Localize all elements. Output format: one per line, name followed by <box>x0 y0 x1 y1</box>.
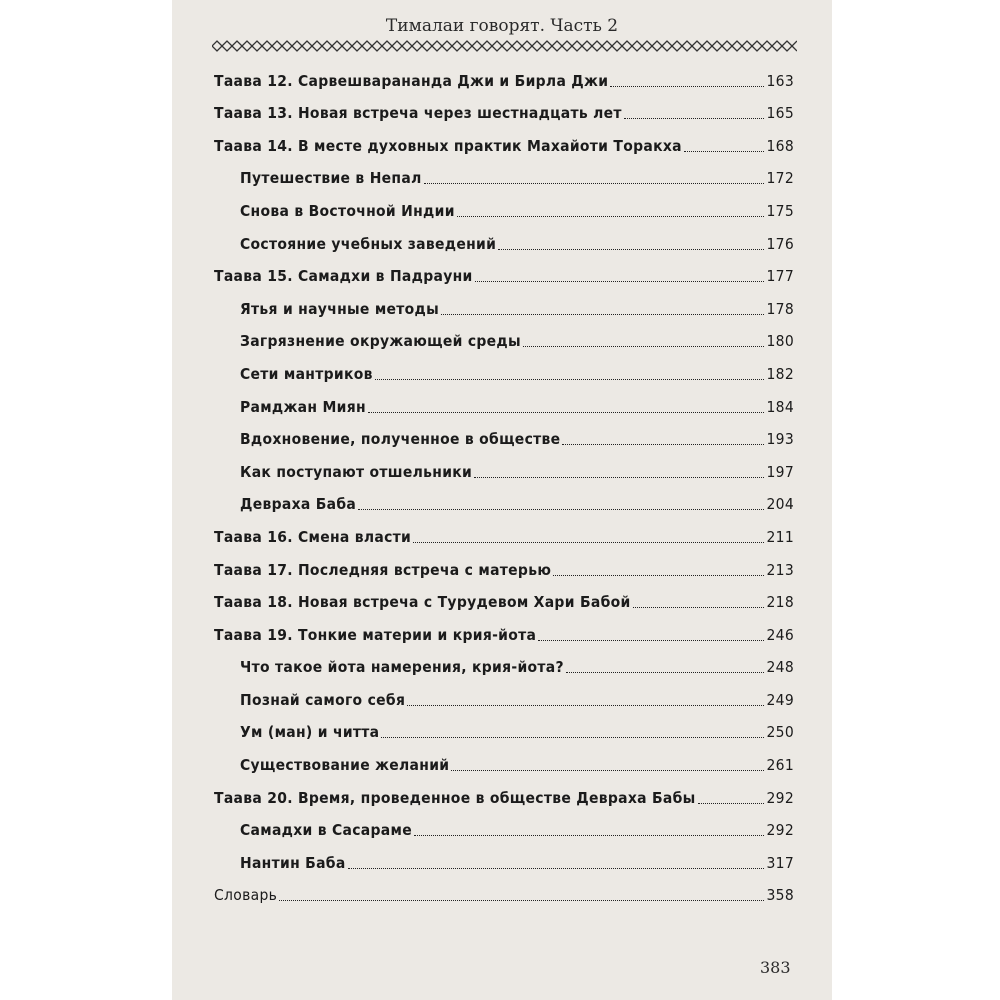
toc-entry-title: Таава 18. Новая встреча с Турудевом Хари Бабой <box>214 593 631 612</box>
ornament-divider <box>212 40 797 52</box>
dot-leader <box>624 118 765 119</box>
toc-entry-page: 248 <box>766 658 794 677</box>
dot-leader <box>633 607 765 608</box>
toc-entry-page: 184 <box>766 397 794 416</box>
toc-entry-page: 292 <box>766 788 794 807</box>
toc-entry-title: Таава 13. Новая встреча через шестнадцать лет <box>214 104 622 123</box>
toc-entry-title: Нантин Баба <box>240 853 346 872</box>
toc-subentry <box>214 190 794 223</box>
toc-entry-page: 204 <box>766 495 794 514</box>
toc-subentry <box>214 712 794 745</box>
toc-subentry <box>214 679 794 712</box>
toc-entry <box>214 549 794 582</box>
toc-entry <box>214 60 794 93</box>
toc-entry <box>214 256 794 289</box>
toc-entry-title: Ятья и научные методы <box>240 299 440 318</box>
toc-entry-page: 180 <box>766 332 794 351</box>
toc-entry-page: 193 <box>766 430 794 449</box>
dot-leader <box>474 477 764 478</box>
toc-subentry <box>214 451 794 484</box>
dot-leader <box>279 900 764 901</box>
toc-entry-title: Сети мантриков <box>240 364 373 383</box>
toc-entry <box>214 516 794 549</box>
toc-entry <box>214 777 794 810</box>
dot-leader <box>538 640 764 641</box>
toc-entry-title: Как поступают отшельники <box>240 462 473 481</box>
dot-leader <box>523 346 765 347</box>
toc-entry-title: Таава 20. Время, проведенное в обществе Деврахa Бабы <box>214 788 696 807</box>
toc-subentry <box>214 353 794 386</box>
running-title: Тималаи говорят. Часть 2 <box>385 16 619 36</box>
toc-entry-title: Самадхи в Сасараме <box>240 821 412 840</box>
toc-entry-page: 211 <box>766 527 794 546</box>
dot-leader <box>562 444 764 445</box>
toc-entry-title: Загрязнение окружающей среды <box>240 332 521 351</box>
toc-entry-page: 317 <box>766 853 794 872</box>
dot-leader <box>414 835 765 836</box>
dot-leader <box>475 281 765 282</box>
toc-entry-page: 292 <box>766 821 794 840</box>
toc-entry-title: Словарь <box>214 886 278 905</box>
toc-entry-title: Таава 17. Последняя встреча с матерью <box>214 560 552 579</box>
dot-leader <box>457 216 765 217</box>
toc-entry-title: Снова в Восточной Индии <box>240 201 455 220</box>
toc-entry-page: 197 <box>766 462 794 481</box>
toc-entry <box>214 582 794 615</box>
toc-entry-title: Таава 14. В месте духовных практик Махайоти Торакха <box>214 136 682 155</box>
toc-subentry <box>214 744 794 777</box>
dot-leader <box>451 770 764 771</box>
toc-entry-page: 246 <box>766 625 794 644</box>
toc-entry-page: 165 <box>766 104 794 123</box>
dot-leader <box>566 672 765 673</box>
toc-entry-page: 261 <box>766 756 794 775</box>
dot-leader <box>413 542 764 543</box>
toc-entry-title: Состояние учебных заведений <box>240 234 497 253</box>
toc-subentry <box>214 158 794 191</box>
toc-entry <box>214 875 794 908</box>
dot-leader <box>381 737 764 738</box>
toc-entry-title: Путешествие в Непал <box>240 169 422 188</box>
toc-entry <box>214 614 794 647</box>
toc-entry-page: 177 <box>766 267 794 286</box>
toc-entry-title: Таава 15. Самадхи в Падрауни <box>214 267 473 286</box>
dot-leader <box>441 314 764 315</box>
toc-entry-page: 168 <box>766 136 794 155</box>
toc-entry-title: Таава 12. Сарвешварананда Джи и Бирла Джи <box>214 71 609 90</box>
toc-entry-page: 175 <box>766 201 794 220</box>
toc-entry <box>214 93 794 126</box>
toc-entry-title: Ум (ман) и читта <box>240 723 380 742</box>
dot-leader <box>348 868 765 869</box>
toc-entry-page: 218 <box>766 593 794 612</box>
toc-subentry <box>214 386 794 419</box>
toc-subentry <box>214 223 794 256</box>
toc-subentry <box>214 647 794 680</box>
dot-leader <box>407 705 764 706</box>
toc-entry-page: 163 <box>766 71 794 90</box>
toc-entry-title: Вдохновение, полученное в обществе <box>240 430 561 449</box>
toc-entry-page: 213 <box>766 560 794 579</box>
toc-entry-title: Деврахa Баба <box>240 495 357 514</box>
page-number: 383 <box>760 958 791 977</box>
toc-subentry <box>214 484 794 517</box>
toc-entry-title: Познай самого себя <box>240 690 406 709</box>
dot-leader <box>424 183 765 184</box>
toc-entry-page: 176 <box>766 234 794 253</box>
toc-entry <box>214 125 794 158</box>
dot-leader <box>684 151 765 152</box>
toc-entry-page: 172 <box>766 169 794 188</box>
toc-entry-title: Что такое йота намерения, крия-йота? <box>240 658 564 677</box>
toc-entry-page: 178 <box>766 299 794 318</box>
toc-subentry <box>214 842 794 875</box>
dot-leader <box>610 86 764 87</box>
toc-subentry <box>214 321 794 354</box>
dot-leader <box>498 249 764 250</box>
table-of-contents <box>214 60 794 907</box>
toc-entry-page: 358 <box>766 886 794 905</box>
dot-leader <box>368 412 765 413</box>
toc-entry-title: Существование желаний <box>240 756 450 775</box>
toc-entry-page: 250 <box>766 723 794 742</box>
toc-subentry <box>214 810 794 843</box>
toc-subentry <box>214 419 794 452</box>
dot-leader <box>698 803 765 804</box>
toc-entry-title: Таава 16. Смена власти <box>214 527 412 546</box>
toc-entry-title: Таава 19. Тонкие материи и крия-йота <box>214 625 537 644</box>
toc-subentry <box>214 288 794 321</box>
dot-leader <box>375 379 765 380</box>
toc-entry-page: 182 <box>766 364 794 383</box>
dot-leader <box>553 575 764 576</box>
toc-entry-page: 249 <box>766 690 794 709</box>
dot-leader <box>358 509 764 510</box>
toc-entry-title: Рамджан Миян <box>240 397 366 416</box>
